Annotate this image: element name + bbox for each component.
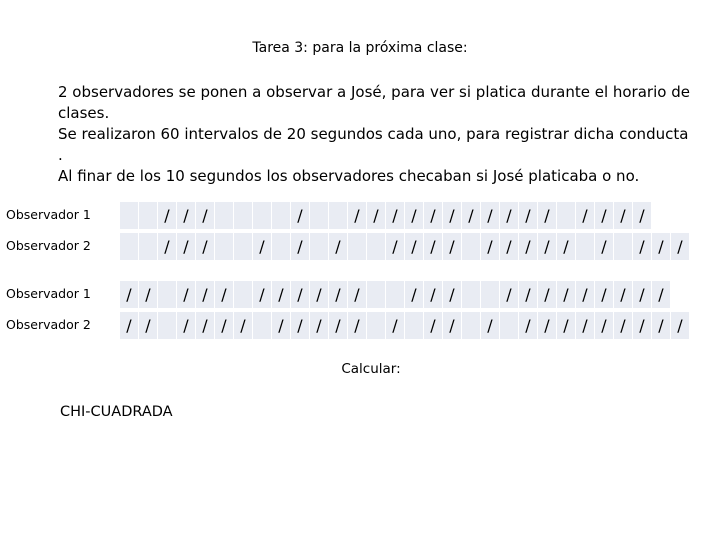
interval-cell: / — [633, 281, 652, 308]
interval-cell: / — [158, 233, 177, 260]
interval-cell: / — [367, 202, 386, 229]
calculate-label: Calcular: — [341, 361, 401, 377]
description-line: Al finar de los 10 segundos los observadores checaban si José platicaba o no. — [58, 167, 640, 185]
observer-label: Observador 2 — [6, 317, 91, 332]
interval-cell: / — [538, 202, 557, 229]
interval-cell — [367, 281, 386, 308]
interval-cell — [215, 233, 234, 260]
interval-cell — [329, 202, 348, 229]
interval-cell: / — [348, 312, 367, 339]
interval-cell: / — [196, 281, 215, 308]
interval-cell: / — [576, 312, 595, 339]
interval-cell: / — [424, 202, 443, 229]
description-line: 2 observadores se ponen a observar a José, para ver si platica durante el horario de — [58, 83, 690, 101]
interval-cell: / — [443, 281, 462, 308]
interval-cell: / — [671, 312, 690, 339]
interval-cell: / — [652, 312, 671, 339]
interval-cell: / — [291, 312, 310, 339]
interval-cell — [405, 312, 424, 339]
interval-cell: / — [177, 233, 196, 260]
interval-cell — [614, 233, 633, 260]
interval-cell: / — [576, 281, 595, 308]
interval-cell — [253, 312, 272, 339]
interval-cell: / — [291, 281, 310, 308]
interval-cell: / — [481, 312, 500, 339]
interval-cell: / — [215, 312, 234, 339]
interval-cell: / — [519, 233, 538, 260]
interval-cell: / — [443, 233, 462, 260]
interval-cell: / — [538, 281, 557, 308]
description-line: . — [58, 146, 63, 164]
interval-cell: / — [272, 281, 291, 308]
observer-row — [0, 231, 720, 262]
interval-cell: / — [595, 202, 614, 229]
interval-cell: / — [557, 281, 576, 308]
description-line: clases. — [58, 104, 110, 122]
interval-cell — [310, 233, 329, 260]
page-title: Tarea 3: para la próxima clase: — [252, 40, 468, 56]
interval-cell: / — [557, 312, 576, 339]
interval-cell: / — [329, 233, 348, 260]
interval-cell: / — [310, 281, 329, 308]
interval-cell: / — [139, 281, 158, 308]
interval-cell: / — [424, 312, 443, 339]
interval-cell: / — [386, 202, 405, 229]
interval-cell: / — [652, 281, 671, 308]
interval-cell: / — [177, 281, 196, 308]
interval-cell: / — [614, 281, 633, 308]
interval-cell: / — [519, 312, 538, 339]
interval-cell: / — [139, 312, 158, 339]
interval-cell — [272, 202, 291, 229]
interval-cell: / — [405, 233, 424, 260]
observer-label: Observador 2 — [6, 238, 91, 253]
interval-cell: / — [538, 312, 557, 339]
interval-cell: / — [405, 202, 424, 229]
interval-cell: / — [481, 202, 500, 229]
observer-row — [0, 200, 720, 231]
interval-cell: / — [234, 312, 253, 339]
observer-label: Observador 1 — [6, 207, 91, 222]
interval-cell: / — [424, 233, 443, 260]
interval-cell — [348, 233, 367, 260]
interval-cell — [234, 281, 253, 308]
interval-cell: / — [253, 233, 272, 260]
observation-table-2 — [0, 279, 720, 341]
interval-cell: / — [348, 202, 367, 229]
interval-cell — [462, 312, 481, 339]
interval-cell: / — [177, 202, 196, 229]
task-description — [58, 82, 698, 187]
interval-cell — [234, 233, 253, 260]
interval-cell: / — [633, 233, 652, 260]
interval-cell — [462, 233, 481, 260]
interval-cell: / — [272, 312, 291, 339]
interval-cell: / — [329, 312, 348, 339]
interval-cell — [272, 233, 291, 260]
interval-cell — [120, 202, 139, 229]
interval-cell: / — [633, 312, 652, 339]
observer-row — [0, 310, 720, 341]
interval-cell — [557, 202, 576, 229]
interval-cell: / — [595, 312, 614, 339]
interval-cell — [462, 281, 481, 308]
description-line: Se realizaron 60 intervalos de 20 segundos cada uno, para registrar dicha conducta — [58, 125, 689, 143]
interval-cell — [481, 281, 500, 308]
interval-cell — [139, 233, 158, 260]
interval-cell: / — [576, 202, 595, 229]
interval-cell: / — [291, 202, 310, 229]
interval-cell: / — [196, 202, 215, 229]
interval-cell — [158, 281, 177, 308]
interval-cell: / — [481, 233, 500, 260]
interval-cell — [253, 202, 272, 229]
interval-cell: / — [310, 312, 329, 339]
interval-cell: / — [158, 202, 177, 229]
interval-cell: / — [386, 233, 405, 260]
interval-cell: / — [177, 312, 196, 339]
interval-cell: / — [405, 281, 424, 308]
interval-cell: / — [500, 202, 519, 229]
interval-cell — [215, 202, 234, 229]
observer-label: Observador 1 — [6, 286, 91, 301]
interval-cell: / — [614, 202, 633, 229]
interval-cell: / — [519, 281, 538, 308]
interval-cell: / — [443, 312, 462, 339]
interval-cell: / — [291, 233, 310, 260]
observer-row — [0, 279, 720, 310]
interval-cell: / — [386, 312, 405, 339]
interval-cell: / — [196, 233, 215, 260]
interval-cell: / — [500, 233, 519, 260]
interval-cell: / — [614, 312, 633, 339]
interval-cell: / — [557, 233, 576, 260]
interval-cell: / — [595, 281, 614, 308]
interval-cell — [310, 202, 329, 229]
interval-cell — [120, 233, 139, 260]
interval-cell: / — [633, 202, 652, 229]
interval-cell — [234, 202, 253, 229]
interval-cell: / — [253, 281, 272, 308]
interval-cell — [367, 312, 386, 339]
chi-square-label: CHI-CUADRADA — [60, 404, 173, 420]
interval-cell — [367, 233, 386, 260]
interval-cell: / — [215, 281, 234, 308]
interval-cell: / — [595, 233, 614, 260]
interval-cell: / — [671, 233, 690, 260]
interval-cell: / — [196, 312, 215, 339]
interval-cell: / — [500, 281, 519, 308]
interval-cell — [139, 202, 158, 229]
interval-cell: / — [424, 281, 443, 308]
interval-cell: / — [519, 202, 538, 229]
interval-cell: / — [443, 202, 462, 229]
interval-cell: / — [120, 312, 139, 339]
interval-cell — [500, 312, 519, 339]
interval-cell: / — [120, 281, 139, 308]
interval-cell: / — [462, 202, 481, 229]
interval-cell: / — [538, 233, 557, 260]
interval-cell: / — [329, 281, 348, 308]
interval-cell: / — [652, 233, 671, 260]
interval-cell — [386, 281, 405, 308]
interval-cell — [158, 312, 177, 339]
observation-table-1 — [0, 200, 720, 262]
interval-cell — [576, 233, 595, 260]
interval-cell: / — [348, 281, 367, 308]
